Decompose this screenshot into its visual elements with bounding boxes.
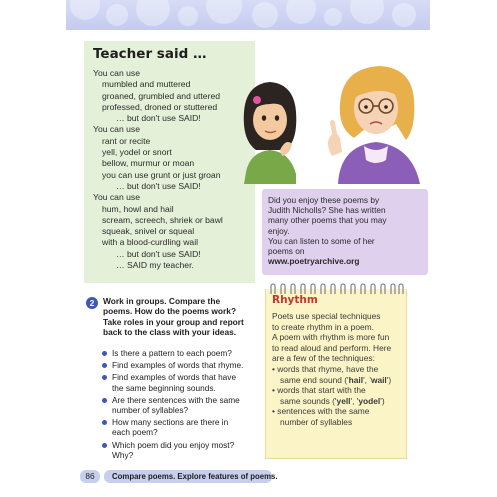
poem-line: yell, yodel or snort (102, 147, 172, 158)
rhythm-line: are a few of the techniques: (272, 353, 375, 364)
list-item: How many sections are there in each poem? (102, 417, 272, 437)
list-item: Are there sentences with the same number of syllables? (102, 395, 272, 415)
bubble-decoration (350, 0, 384, 24)
rhythm-line: • words that rhyme, have the (272, 363, 379, 374)
poem-line: You can use (93, 68, 140, 78)
rhythm-line: A poem with rhythm is more fun (272, 332, 390, 343)
activity-heading-line: Work in groups. Compare the (103, 296, 221, 306)
bubble-decoration (178, 6, 198, 26)
rhythm-line: to create rhythm in a poem. (272, 321, 374, 332)
bubble-decoration (392, 3, 416, 27)
poetry-archive-info-box (262, 189, 428, 275)
girl-figure (244, 82, 297, 184)
bubble-decoration (206, 0, 242, 24)
activity-heading-line: poems. How do the poems work? (103, 306, 237, 317)
poem-line: bellow, murmur or moan (102, 158, 195, 169)
rhythm-line: to read aloud and perform. Here (272, 342, 392, 353)
poem-line: You can use (93, 124, 140, 135)
teacher-said-poem (84, 41, 255, 283)
notepad-spiral-rings (265, 282, 407, 294)
poem-line: rant or recite (102, 135, 151, 146)
bubble-decoration (136, 0, 170, 26)
info-line: many other poems that you may (268, 215, 387, 226)
footer-objective: Compare poems. Explore features of poems. (104, 470, 272, 483)
bubble-banner (66, 0, 430, 30)
bullet-icon (102, 375, 107, 380)
list-item: Find examples of words that have the same beginning sounds. (102, 372, 272, 392)
bubble-decoration (324, 8, 342, 26)
list-item: Is there a pattern to each poem? (102, 348, 272, 358)
poem-title: Teacher said … (93, 46, 207, 62)
poem-line: you can use grunt or just groan (102, 169, 221, 180)
rhythm-line: • words that start with the (272, 385, 366, 396)
poem-line: … but don't use SAID! (116, 248, 201, 259)
info-line: You can listen to some of her (268, 235, 375, 246)
bullet-icon (102, 398, 107, 403)
teacher-and-pupil-illustration (236, 54, 436, 184)
rhythm-notepad (265, 289, 407, 459)
rhythm-body (272, 311, 408, 428)
bubble-decoration (252, 2, 278, 28)
activity-bullet-list (102, 348, 272, 460)
bullet-icon (102, 443, 107, 448)
rhythm-line: Poets use special techniques (272, 311, 381, 321)
poem-line: … but don't use SAID! (116, 113, 201, 124)
bullet-icon (102, 363, 107, 368)
list-item: Find examples of words that rhyme. (102, 360, 272, 370)
page-number: 86 (80, 470, 100, 483)
teacher-figure (328, 66, 420, 184)
info-line: enjoy. (268, 225, 290, 236)
info-line: poems on (268, 246, 305, 257)
poem-line: … but don't use SAID! (116, 180, 201, 191)
poem-line: scream, screech, shriek or bawl (102, 214, 223, 225)
bullet-icon (102, 420, 107, 425)
poem-line: … SAID my teacher. (116, 260, 194, 271)
info-line: Did you enjoy these poems by (268, 195, 380, 205)
rhythm-line: same end sound ('hail', 'wail') (280, 374, 392, 385)
poetry-archive-link[interactable]: www.poetryarchive.org (268, 256, 360, 267)
poem-line: professed, droned or stuttered (102, 101, 218, 112)
list-item: Which poem did you enjoy most? Why? (102, 440, 272, 460)
rhythm-title: Rhythm (272, 294, 318, 306)
poem-line: groaned, grumbled and uttered (102, 90, 221, 101)
poem-line: squeak, snivel or squeal (102, 226, 195, 237)
poem-line: You can use (93, 192, 140, 203)
poem-line: mumbled and muttered (102, 79, 191, 90)
bubble-decoration (286, 0, 316, 24)
info-line: Judith Nicholls? She has written (268, 205, 386, 216)
bubble-decoration (106, 4, 128, 26)
rhythm-line: same sounds ('yell', 'yodel') (280, 395, 385, 406)
activity-heading-line: back to the class with your ideas. (103, 327, 237, 338)
poem-line: with a blood-curdling wail (102, 237, 199, 248)
rhythm-line: • sentences with the same (272, 406, 370, 417)
rhythm-line: number of syllables (280, 416, 353, 427)
bullet-icon (102, 351, 107, 356)
poem-line: hum, howl and hail (102, 203, 174, 214)
activity-heading (103, 296, 263, 338)
bubble-decoration (70, 0, 100, 20)
activity-number-badge: 2 (86, 297, 98, 309)
activity-heading-line: Take roles in your group and report (103, 316, 244, 327)
